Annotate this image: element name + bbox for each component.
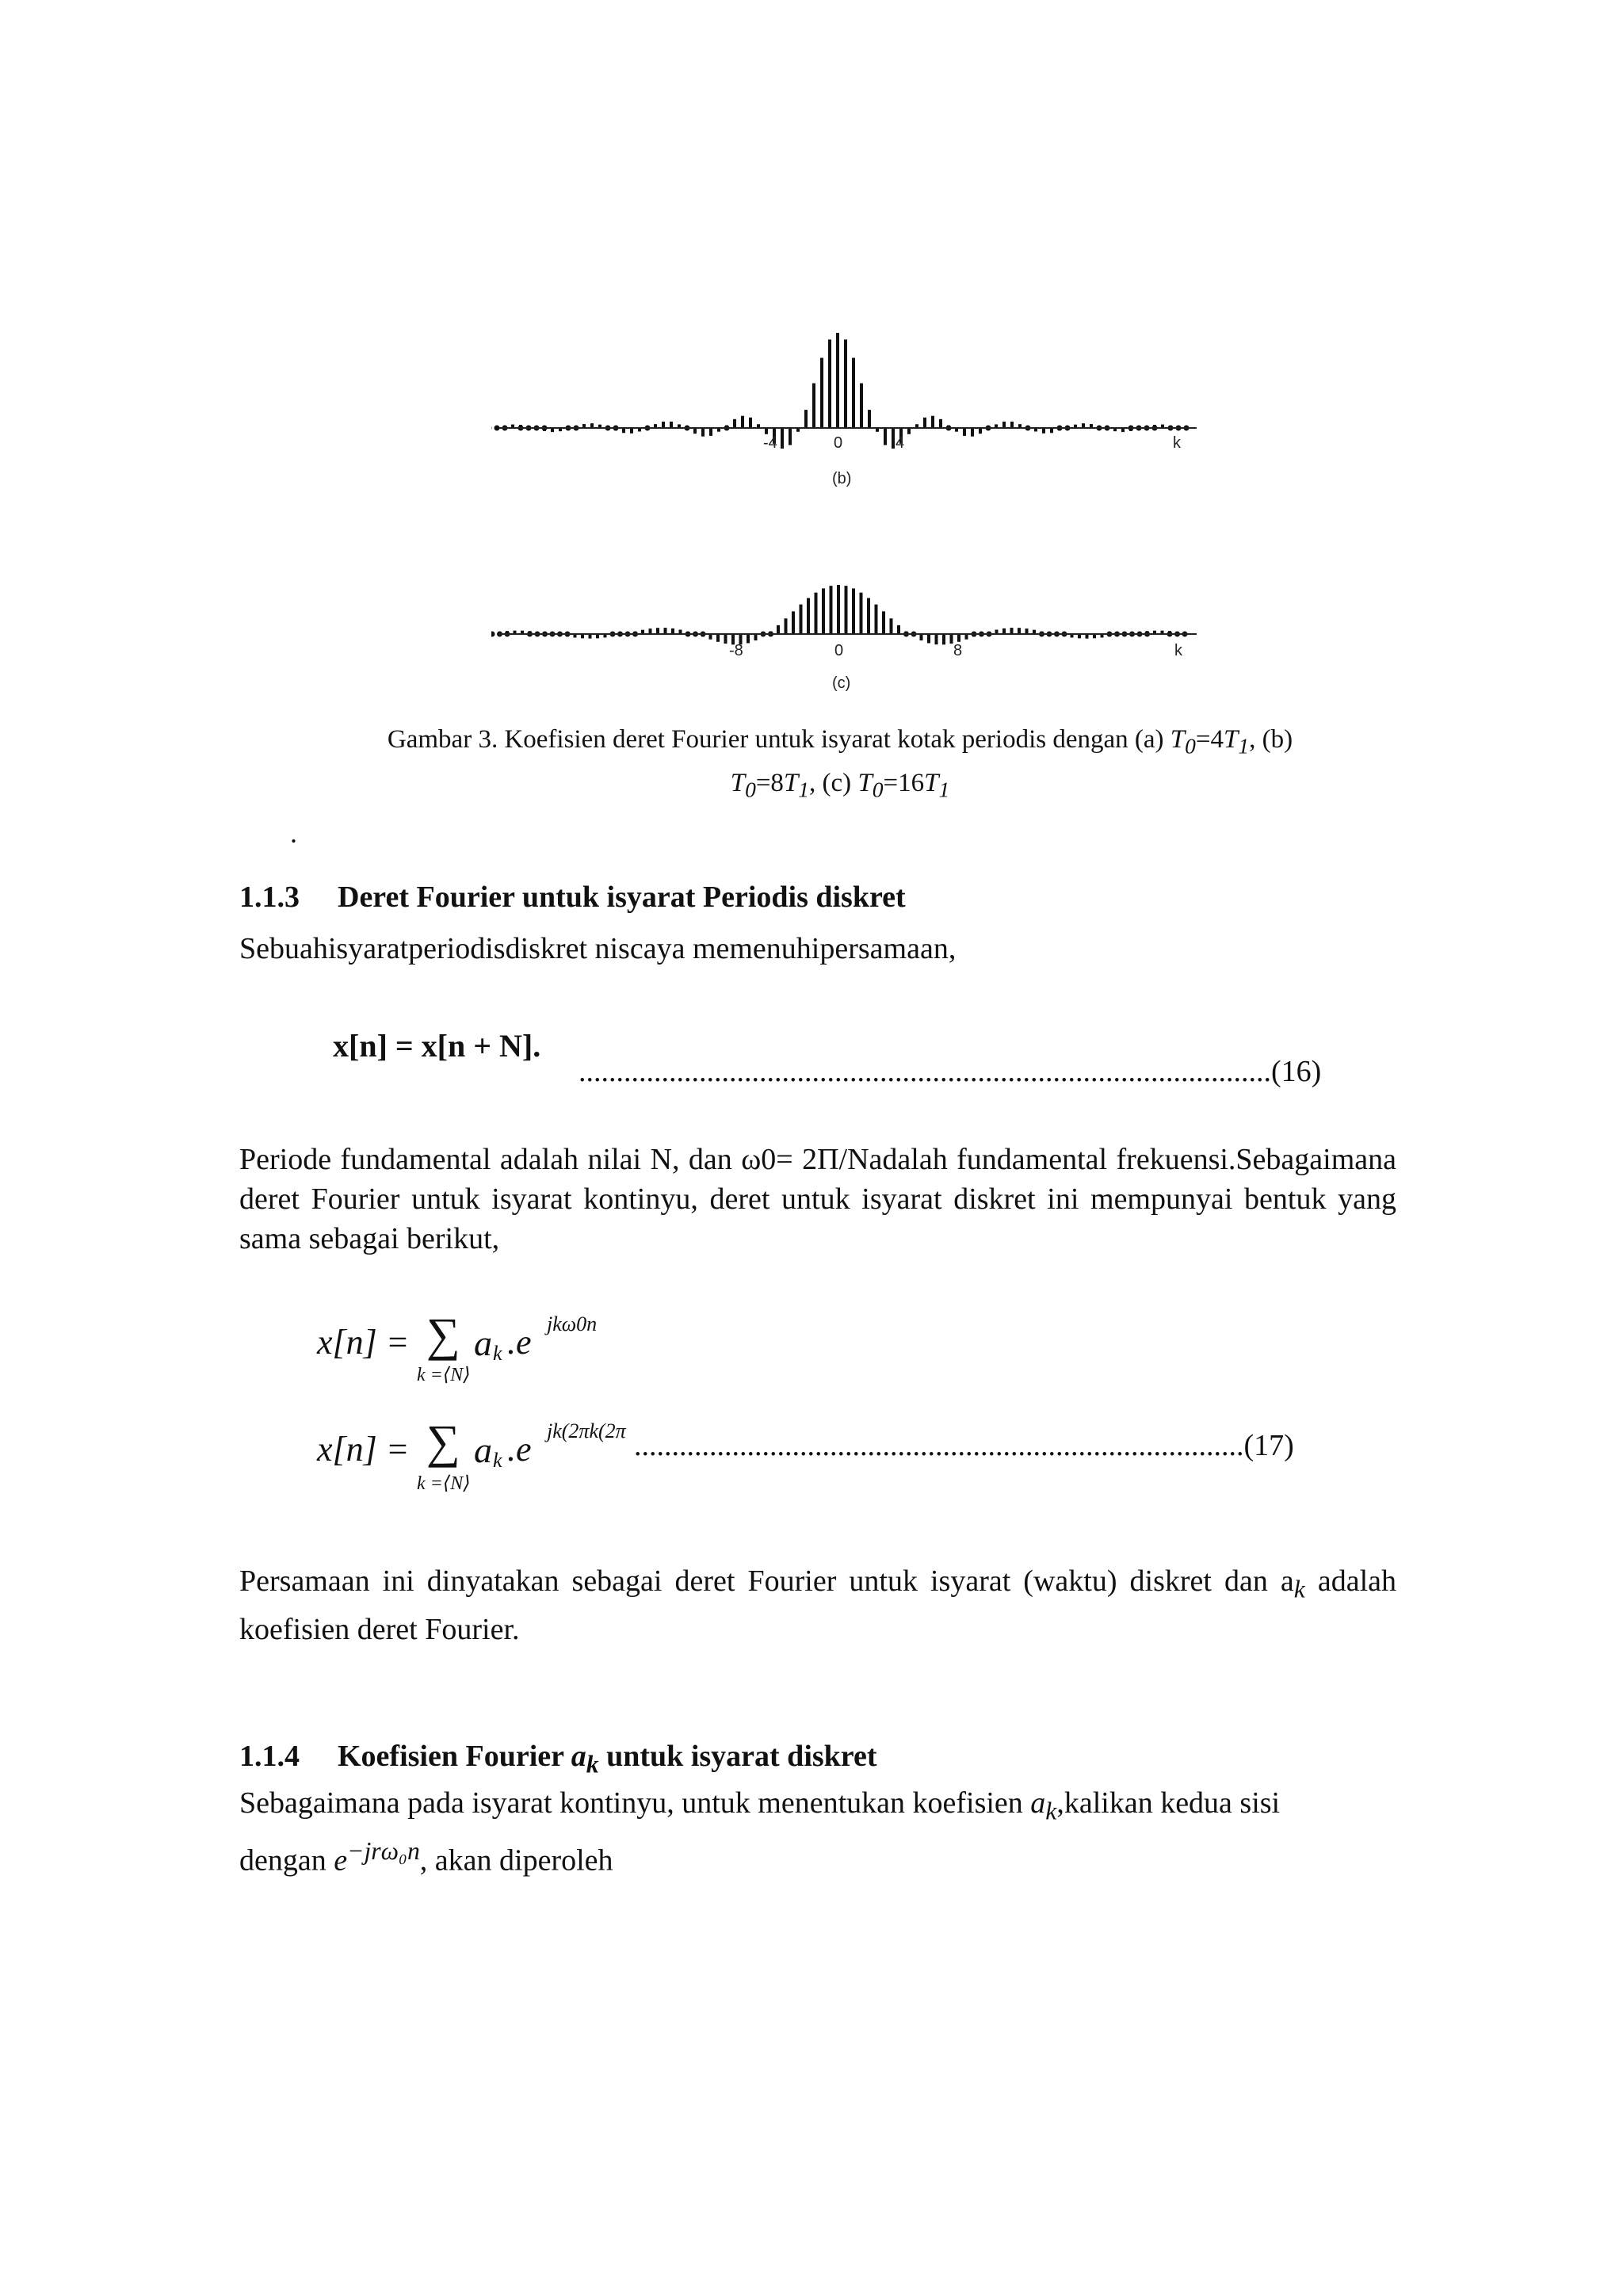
figure-c-tick-8: 8: [953, 642, 963, 659]
formula-2-lhs: x[n] =: [317, 1430, 410, 1469]
equation-16: x[n] = x[n + N].: [333, 1028, 541, 1064]
stem-dot: [491, 632, 495, 637]
formula-1-e: .e: [507, 1323, 532, 1362]
equation-16-leader: ............................................................................................(16): [579, 1055, 1322, 1088]
formula-1-lhs: x[n] =: [317, 1323, 410, 1362]
stray-dot: .: [290, 817, 297, 849]
figure-b-tick-4: 4: [896, 434, 905, 452]
section-113-heading: 1.1.3 Deret Fourier untuk isyarat Periodis diskret: [239, 881, 906, 914]
formula-1-index: k =⟨N⟩: [417, 1365, 471, 1385]
formula-2-index: k =⟨N⟩: [417, 1473, 471, 1494]
figure-b-stems: [491, 333, 1190, 449]
figure-c-tick-neg8: -8: [729, 642, 743, 659]
section-113-paragraph-2: Persamaan ini dinyatakan sebagai deret Fourier untuk isyarat (waktu) diskret dan $a_k$ adalah koefisien deret Fourier.: [239, 1564, 1396, 1646]
section-113-intro: Sebuahisyaratperiodisdiskret niscaya memenuhipersamaan,: [239, 932, 957, 965]
stem-dot: [495, 426, 500, 431]
formula-1-exponent: jkω0n: [547, 1312, 598, 1335]
figure-b-plot: [491, 285, 1205, 499]
formula-2-exponent: jk(2πk(2π: [547, 1419, 626, 1442]
formula-1-k: k: [493, 1342, 502, 1365]
sigma-symbol: ∑: [426, 1415, 460, 1468]
formula-2-term: a: [474, 1430, 492, 1470]
figure-c-stems: [491, 585, 1188, 644]
figure-c-tick-0: 0: [834, 642, 844, 659]
figure-c: [491, 507, 1205, 697]
formula-2-k: k: [493, 1449, 502, 1472]
section-113-paragraph-1: Periode fundamental adalah nilai N, dan ω0= 2Π/Nadalah fundamental frekuensi.Sebagaimana deret Fourier untuk isyarat kontinyu, deret untuk isyarat diskret ini mempunyai bentuk yang sama sebagai berikut,: [239, 1143, 1396, 1255]
figure-b-label: (b): [832, 470, 852, 487]
figure-b-tick-neg4: -4: [763, 434, 777, 452]
figure-c-plot: [491, 507, 1205, 697]
formula-1-term: a: [474, 1323, 492, 1363]
figure-c-tick-k: k: [1174, 642, 1182, 659]
figure-c-label: (c): [832, 674, 851, 692]
section-114-paragraph: Sebagaimana pada isyarat kontinyu, untuk menentukan koefisien $a_k,kalikan$ kedua sisi dengan $e^{-jr\omega_0n}$, akan diperoleh: [239, 1786, 1281, 1878]
figure-caption: Gambar 3. Koefisien deret Fourier untuk isyarat kotak periodis dengan (a) $T_0=4T_1$, (b) $T_0=8T_1$, (c) $T_0=16T_1$: [387, 725, 1293, 802]
sigma-symbol: ∑: [426, 1308, 460, 1361]
figure-b: [491, 285, 1205, 499]
figure-b-tick-k: k: [1173, 434, 1181, 452]
figure-b-tick-0: 0: [834, 434, 843, 452]
section-114-heading: 1.1.4 Koefisien Fourier $a_k$ untuk isyarat diskret: [239, 1740, 877, 1778]
equation-17-leader: .................................................................................(17): [634, 1429, 1294, 1462]
formula-2-e: .e: [507, 1430, 532, 1469]
stem-dot: [491, 426, 492, 431]
